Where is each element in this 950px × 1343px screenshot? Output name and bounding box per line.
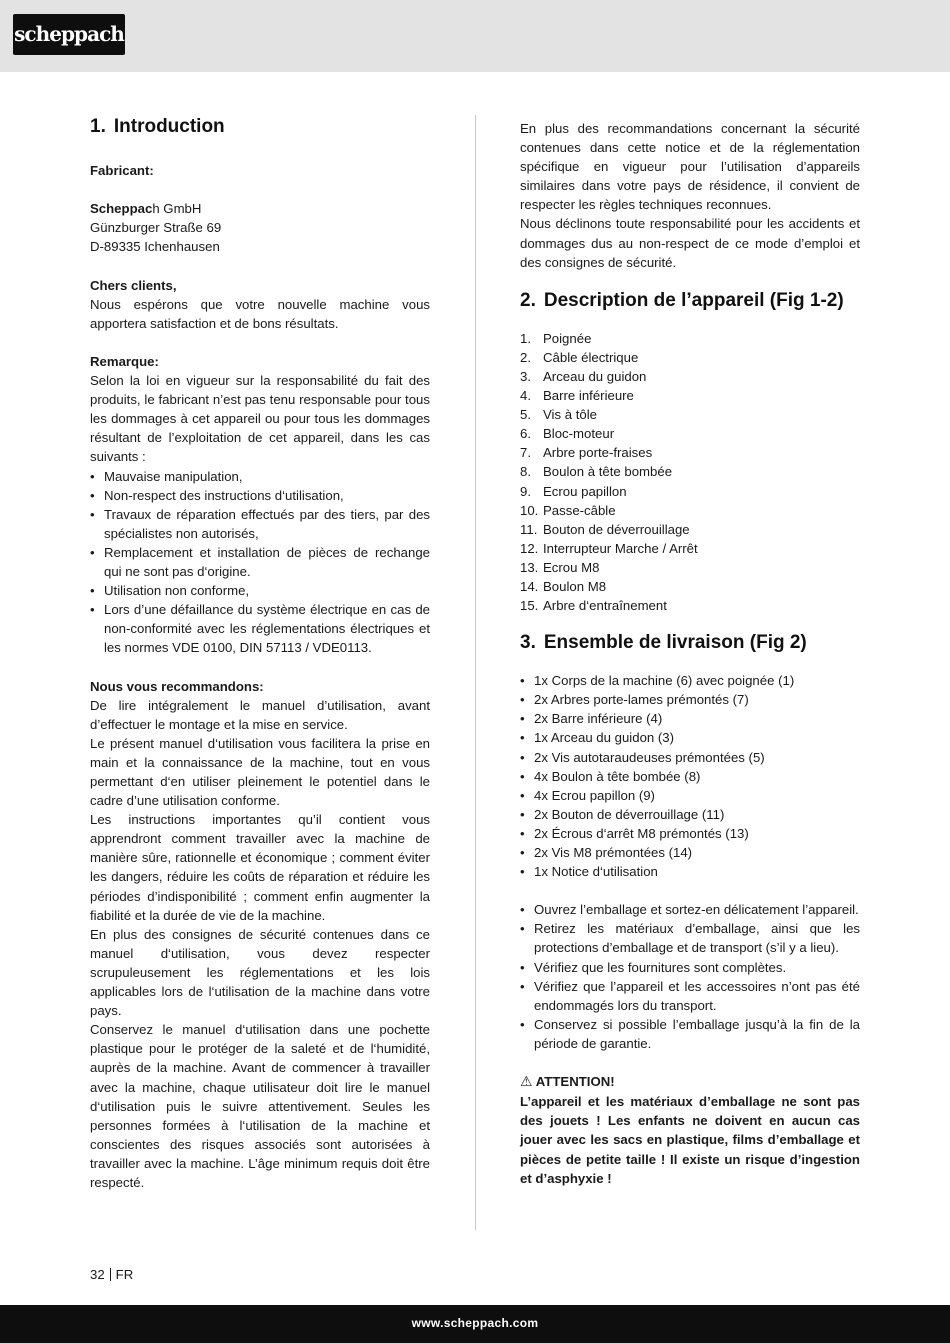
list-item: 7. Arbre porte-fraises (520, 445, 653, 461)
list-item: • Non-respect des instructions d‘utilisation, (90, 486, 430, 505)
list-item: 9. Ecrou papillon (520, 483, 627, 499)
list-item: • 2x Arbres porte-lames prémontés (7) (520, 690, 860, 709)
column-divider (475, 115, 476, 1230)
list-item: 3. Arceau du guidon (520, 368, 647, 384)
header-bar (0, 0, 950, 72)
recommend-paragraph: Conservez le manuel d‘utilisation dans une pochette plastique pour le protéger de la saleté et de l‘humidité, auprès de la machine. Avant de commencer à travailler avec la machine, chaque utilisateur doit lire le manuel d‘utilisation puis le suivre attentivement. Seules les personnes formées à l‘utilisation de la machine et conscientes des risques associés sont autorisées à travailler avec la machine. L’âge minimum requis doit être respecté. (90, 1022, 430, 1190)
list-item: • Mauvaise manipulation, (90, 467, 430, 486)
list-item: • 2x Écrous d‘arrêt M8 prémontés (13) (520, 824, 860, 843)
list-item: 5. Vis à tôle (520, 407, 598, 423)
note-bullet-list (90, 467, 430, 658)
parts-list (520, 329, 860, 615)
recommend-label: Nous vous recommandons: (90, 678, 264, 694)
list-item: 2. Câble électrique (520, 349, 639, 365)
dear-customers-label: Chers clients, (90, 277, 177, 293)
dear-customers-text: Nous espérons que votre nouvelle machine vous apportera satisfaction et de bons résultats. (90, 296, 430, 331)
list-item: • Vérifiez que l’appareil et les accessoires n’ont pas été endommagés lors du transport. (520, 977, 860, 1015)
list-item: 8. Boulon à tête bombée (520, 464, 673, 480)
heading-title: Ensemble de livraison (Fig 2) (543, 632, 807, 654)
company-name: Scheppach GmbH (90, 201, 202, 217)
recommend-paragraph: Les instructions importantes qu’il contient vous apprendront comment travailler avec la machine de manière sûre, rationnelle et économique ; comment éviter les dangers, réduire les coûts de réparation et réduire les périodes d’indisponibilité ; comment enfin augmenter la fiabilité et la durée de vie de la machine. (90, 812, 430, 923)
safety-paragraph: En plus des recommandations concernant la sécurité contenues dans cette notice et de la réglementation spécifique en vigueur pour l’utilisation d’appareils similaires dans votre pays de résidence, il convient de respecter les règles techniques reconnues. (520, 121, 860, 213)
list-item: 12. Interrupteur Marche / Arrêt (520, 540, 698, 556)
list-item: • 2x Bouton de déverrouillage (11) (520, 805, 860, 824)
liability-paragraph: Nous déclinons toute responsabilité pour les accidents et dommages dus au non-respect de ce mode d’emploi et des consignes de sécurité. (520, 216, 860, 270)
list-item: 1. Poignée (520, 330, 592, 346)
recommend-paragraph: De lire intégralement le manuel d’utilisation, avant d’effectuer le montage et la mise en service. (90, 697, 430, 732)
list-item: • Ouvrez l’emballage et sortez-en délicatement l’appareil. (520, 900, 860, 919)
website-url: www.scheppach.com (411, 1316, 539, 1330)
list-item: • 1x Corps de la machine (6) avec poignée (1) (520, 671, 860, 690)
note-label: Remarque: (90, 353, 159, 369)
heading-title: Introduction (113, 116, 225, 137)
section-heading-delivery (520, 630, 860, 656)
scheppach-logo: scheppach (13, 14, 125, 55)
list-item: • 2x Barre inférieure (4) (520, 709, 860, 728)
unpacking-instructions-list (520, 900, 860, 1053)
list-item: • 4x Boulon à tête bombée (8) (520, 767, 860, 786)
list-item: • Travaux de réparation effectués par des tiers, par des spécialistes non autorisés, (90, 505, 430, 543)
list-item: 4. Barre inférieure (520, 388, 634, 404)
list-item: • Retirez les matériaux d’emballage, ainsi que les protections d’emballage et de transport (s’il y a lieu). (520, 919, 860, 957)
note-text: Selon la loi en vigueur sur la responsabilité du fait des produits, le fabricant n’est pas tenu responsable pour tous les dommages à cet appareil ou pour tous les dommages résultant de l’exploitation de cet appareil, dans les cas suivants : (90, 373, 430, 465)
list-item: 10. Passe-câble (520, 502, 616, 518)
list-item: • 1x Notice d‘utilisation (520, 862, 860, 881)
company-street: Günzburger Straße 69 (90, 220, 222, 236)
attention-text: L’appareil et les matériaux d’emballage ne sont pas des jouets ! Les enfants ne doivent en aucun cas jouer avec les sacs en plastique, films d’emballage et pièces de petite taille ! Il existe un risque d’ingestion et d’asphyxie ! (520, 1094, 860, 1186)
heading-number: 2. (520, 289, 536, 311)
list-item: 15. Arbre d‘entraînement (520, 598, 667, 614)
section-heading-introduction (90, 114, 430, 140)
list-item: • Conservez si possible l’emballage jusqu’à la fin de la période de garantie. (520, 1015, 860, 1053)
list-item: • Vérifiez que les fournitures sont complètes. (520, 958, 860, 977)
list-item: • 1x Arceau du guidon (3) (520, 728, 860, 747)
recommend-paragraph: Le présent manuel d‘utilisation vous facilitera la prise en main et la connaissance de la machine, tout en vous permettant d‘en utiliser pleinement le potentiel dans le cadre d’une utilisation conforme. (90, 735, 430, 809)
company-city: D-89335 Ichenhausen (90, 239, 220, 255)
list-item: • 2x Vis autotaraudeuses prémontées (5) (520, 748, 860, 767)
language-code: FR (115, 1267, 134, 1282)
warning-triangle-icon: ⚠ (520, 1074, 533, 1091)
section-heading-description (520, 288, 860, 314)
footer-bar (0, 1305, 950, 1343)
attention-heading: ⚠ ATTENTION! (520, 1074, 615, 1091)
delivery-contents-list (520, 671, 860, 881)
list-item: 14. Boulon M8 (520, 578, 607, 594)
list-item: • 4x Ecrou papillon (9) (520, 786, 860, 805)
heading-number: 3. (520, 632, 536, 654)
recommend-paragraph: En plus des consignes de sécurité contenues dans ce manuel d‘utilisation, vous devez respecter scrupuleusement les réglementations et les lois applicables lors de l‘utilisation de la machine dans votre pays. (90, 926, 430, 1019)
list-item: 6. Bloc-moteur (520, 426, 615, 442)
page-number: 32 FR (90, 1267, 134, 1282)
list-item: 11. Bouton de déverrouillage (520, 521, 690, 537)
right-column (520, 119, 860, 1188)
manufacturer-label: Fabricant: (90, 163, 154, 178)
list-item: • Lors d’une défaillance du système électrique en cas de non-conformité avec les réglementations électriques et les normes VDE 0100, DIN 57113 / VDE0113. (90, 600, 430, 657)
left-column (90, 114, 430, 1192)
list-item: • Remplacement et installation de pièces de rechange qui ne sont pas d‘origine. (90, 543, 430, 581)
list-item: • Utilisation non conforme, (90, 581, 430, 600)
list-item: • 2x Vis M8 prémontées (14) (520, 843, 860, 862)
heading-number: 1. (90, 116, 106, 137)
list-item: 13. Ecrou M8 (520, 559, 600, 575)
heading-title: Description de l’appareil (Fig 1-2) (543, 289, 844, 311)
